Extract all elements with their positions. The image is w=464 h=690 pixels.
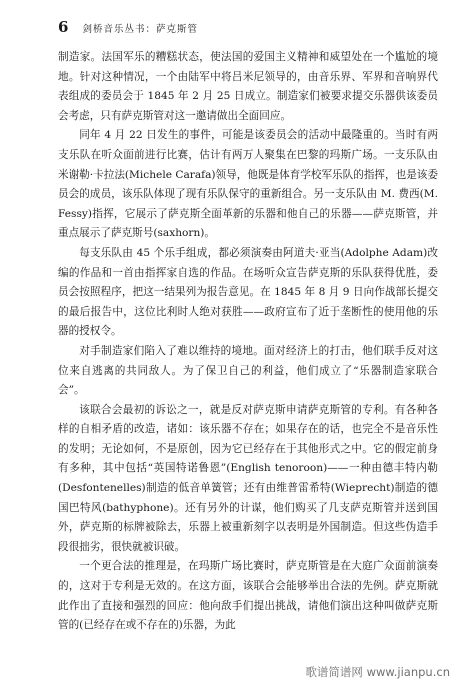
page-header [58, 18, 198, 36]
site-watermark: 歌谱简谱网 www.jianpu.cn [305, 665, 450, 679]
paragraph: 一个更合法的推理是，在玛斯广场比赛时，萨克斯管是在大庭广众面前演奏的，这对于专利是无效的。在这方面，该联合会能够举出合法的先例。萨克斯就此作出了直接和强烈的回应：他向敌手们提出挑战，请他们演出这种叫做萨克斯管的(已经存在或不存在的)乐器，为此 [58, 560, 438, 632]
running-head: 剑桥音乐丛书：萨克斯管 [82, 24, 198, 35]
paragraph: 制造家。法国军乐的糟糕状态，使法国的爱国主义精神和威望处在一个尴尬的境地。针对这种情况，一个由陆军中将吕米尼领导的，由音乐界、军界和音响界代表组成的委员会于 1845 年 2 月 25 日成立。制造家们被要求提交乐器供该委员会考虑，只有萨克斯管对这一邀请做出全面回应。 [58, 51, 438, 122]
body-text [58, 48, 438, 636]
page-number: 6 [58, 18, 69, 36]
paragraph: 每支乐队由 45 个乐手组成，都必须演奏由阿道夫·亚当(Adolphe Adam)改编的作品和一首由指挥家自选的作品。在场听众宣告萨克斯的乐队获得优胜，委员会按照程序，把这一结果列为报告意见。在 1845 年 8 月 9 日向作战部长提交的最后报告中，这位比利时人绝对获胜——政府宣布了近于垄断性的使用他的乐器的授权令。 [58, 246, 438, 338]
paragraph: 同年 4 月 22 日发生的事件，可能是该委员会的活动中最隆重的。当时有两支乐队在听众面前进行比赛，估计有两万人聚集在巴黎的玛斯广场。一支乐队由米谢勒·卡拉法(Michele Carafa)领导，他既是体育学校军乐队的指挥，也是该委员会的成员，该乐队体现了现有乐队保守的重新组合。另一支乐队由 M. 费西(M. Fessy)指挥，它展示了萨克斯全面革新的乐器和他自己的乐器——萨克斯管，并重点展示了萨克斯号(saxhorn)。 [58, 129, 438, 240]
paragraph: 该联合会最初的诉讼之一，就是反对萨克斯申请萨克斯管的专利。有各种各样的自相矛盾的改造，诸如：该乐器不存在；如果存在的话，也完全不是音乐性的发明；无论如何，不是原创，因为它已经存在于其他形式之中。它的假定前身有多种，其中包括“英国特诺鲁恩”(English tenoroon)——一种由德丰特内勒(Desfontenelles)制造的低音单簧管；还有由维普雷希特(Wieprecht)制造的德国巴特风(bathyphone)。还有另外的计谋，他们购买了几支萨克斯管并送到国外，萨克斯的标牌被除去，乐器上被重新刻字以表明是外国制造。但这些伪造手段很拙劣，很快就被识破。 [58, 403, 438, 553]
paragraph: 对手制造家们陷入了难以维持的境地。面对经济上的打击，他们联手反对这位来自逃离的共同敌人。为了保卫自己的利益，他们成立了“乐器制造家联合会”。 [58, 344, 438, 397]
